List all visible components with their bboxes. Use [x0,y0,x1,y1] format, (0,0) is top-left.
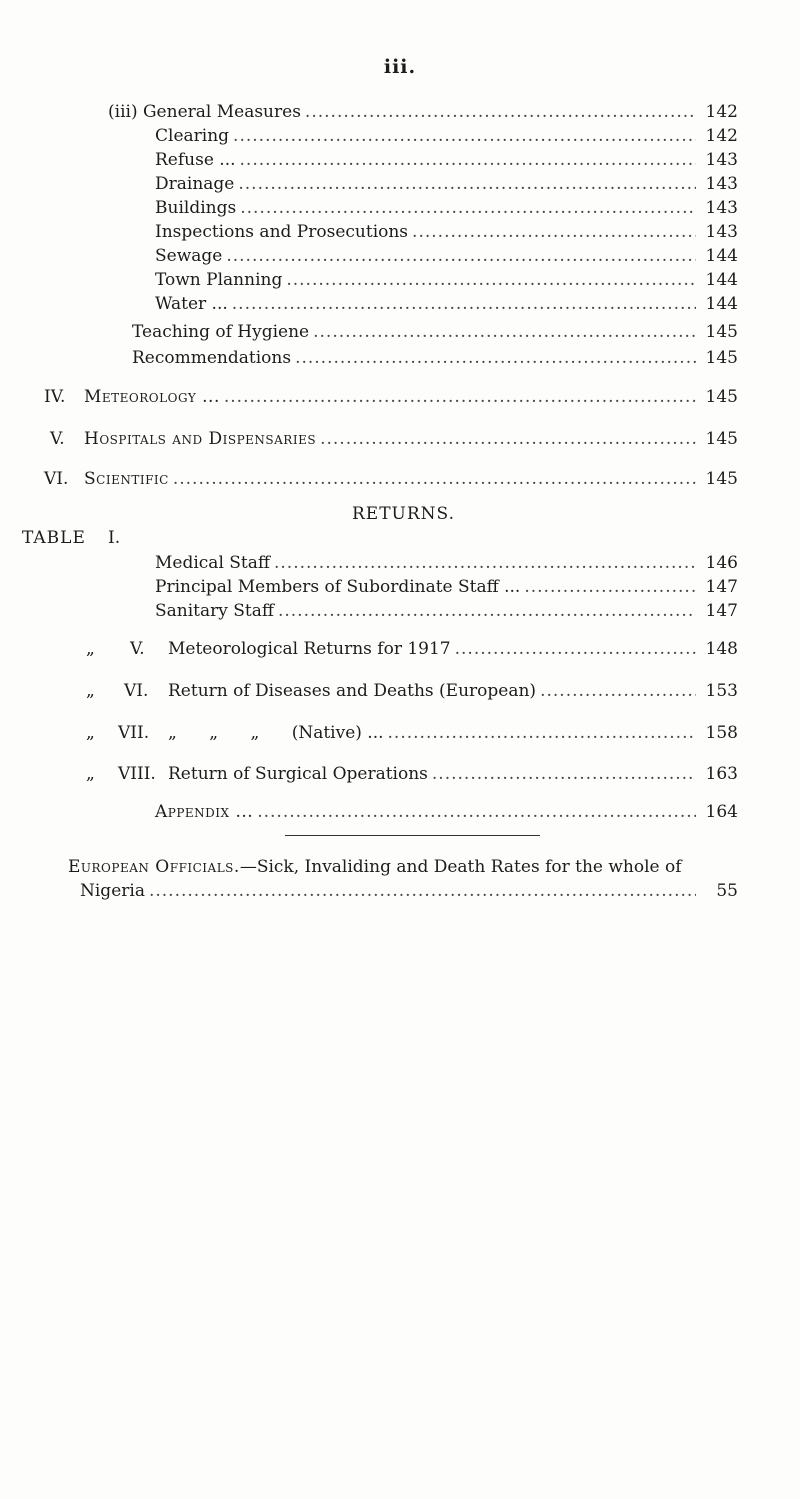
toc-page: 144 [705,246,738,266]
toc-label: Return of Surgical Operations [168,764,428,784]
toc-page: 144 [705,270,738,290]
toc-page: 143 [705,150,738,170]
toc-entry-diseases-native [168,721,738,745]
toc-entry-surgical-operations [168,762,738,786]
toc-page: 143 [705,174,738,194]
ditto-mark: „ [86,764,95,784]
toc-label: Principal Members of Subordinate Staff ... [155,577,521,597]
divider-rule [285,835,540,836]
toc-entry-clearing [155,124,738,148]
toc-page: 144 [705,294,738,314]
dot-leader [240,196,696,220]
toc-page: 143 [705,198,738,218]
ditto-mark: „ [86,639,95,659]
dot-leader [305,100,696,124]
toc-label: Sanitary Staff [155,601,274,621]
toc-label: „ „ „ (Native) ... [168,723,384,743]
dot-leader [540,679,696,703]
toc-page: 146 [705,553,738,573]
european-officials-text: —Sick, Invaliding and Death Rates for the whole of [239,857,682,877]
toc-entry-buildings [155,196,738,220]
toc-entry-recommendations [132,346,738,370]
dot-leader [432,762,696,786]
toc-label: Appendix ... [155,802,254,822]
toc-label: Drainage [155,174,235,194]
toc-label: Scientific [84,469,169,489]
toc-page: 158 [705,723,738,743]
toc-entry-subordinate-staff [155,575,738,599]
ditto-mark: „ [86,723,95,743]
toc-entry-hospitals [84,427,738,451]
toc-label: Town Planning [155,270,283,290]
dot-leader [232,292,696,316]
dot-leader [295,346,696,370]
toc-page: 145 [705,348,738,368]
table-label: TABLE [22,528,86,548]
toc-page: 145 [705,322,738,342]
toc-page: 143 [705,222,738,242]
toc-label: Refuse ... [155,150,236,170]
toc-page: 142 [705,102,738,122]
dot-leader [286,268,696,292]
dot-leader [412,220,696,244]
dot-leader [149,879,696,903]
toc-label: Clearing [155,126,230,146]
toc-label: Hospitals and Dispensaries [84,429,317,449]
toc-label: Buildings [155,198,237,218]
table-numeral: V. [130,639,145,659]
toc-entry-meteorology [84,385,738,409]
dot-leader [388,721,696,745]
dot-leader [173,467,696,491]
toc-entry-appendix [155,800,738,824]
toc-entry-town-planning [155,268,738,292]
table-numeral: I. [108,528,121,548]
toc-entry-inspections [155,220,738,244]
toc-label: Meteorological Returns for 1917 [168,639,451,659]
dot-leader [274,551,696,575]
toc-page: 145 [705,387,738,407]
toc-entry-diseases-european [168,679,738,703]
toc-label: Return of Diseases and Deaths (European) [168,681,537,701]
table-numeral: VIII. [118,764,156,784]
table-numeral: VI. [124,681,149,701]
toc-label: (iii) General Measures [108,102,301,122]
european-officials-line [68,855,682,879]
toc-label: Water ... [155,294,228,314]
returns-heading: RETURNS. [352,504,455,524]
section-numeral: IV. [44,387,66,407]
toc-page: 145 [705,429,738,449]
dot-leader [278,599,696,623]
dot-leader [238,172,696,196]
dot-leader [257,800,696,824]
toc-entry-sewage [155,244,738,268]
dot-leader [313,320,696,344]
toc-label: Teaching of Hygiene [132,322,310,342]
toc-entry-scientific [84,467,738,491]
table-numeral: VII. [118,723,150,743]
toc-entry-sanitary-staff [155,599,738,623]
toc-entry-meteorological-returns [168,637,738,661]
toc-page: 142 [705,126,738,146]
dot-leader [233,124,696,148]
section-numeral: V. [50,429,65,449]
dot-leader [224,385,696,409]
toc-page: 163 [705,764,738,784]
toc-page: 55 [716,881,738,901]
toc-entry-general-measures [108,100,738,124]
toc-page: 148 [705,639,738,659]
toc-page: 147 [705,601,738,621]
toc-entry-teaching-hygiene [132,320,738,344]
toc-label: Meteorology ... [84,387,220,407]
toc-page: 164 [705,802,738,822]
toc-label: Recommendations [132,348,292,368]
toc-label: Nigeria [80,881,145,901]
toc-entry-refuse [155,148,738,172]
toc-label: Inspections and Prosecutions [155,222,409,242]
toc-entry-nigeria [80,879,738,903]
toc-page: 147 [705,577,738,597]
toc-entry-water [155,292,738,316]
dot-leader [240,148,696,172]
section-numeral: VI. [44,469,69,489]
dot-leader [320,427,696,451]
toc-page: 145 [705,469,738,489]
toc-entry-medical-staff [155,551,738,575]
dot-leader [226,244,696,268]
page-number: iii. [383,56,417,78]
toc-entry-drainage [155,172,738,196]
toc-label: Sewage [155,246,223,266]
dot-leader [455,637,696,661]
dot-leader [524,575,696,599]
toc-label: Medical Staff [155,553,270,573]
ditto-mark: „ [86,681,95,701]
european-officials-title: European Officials. [68,857,240,877]
toc-page: 153 [705,681,738,701]
